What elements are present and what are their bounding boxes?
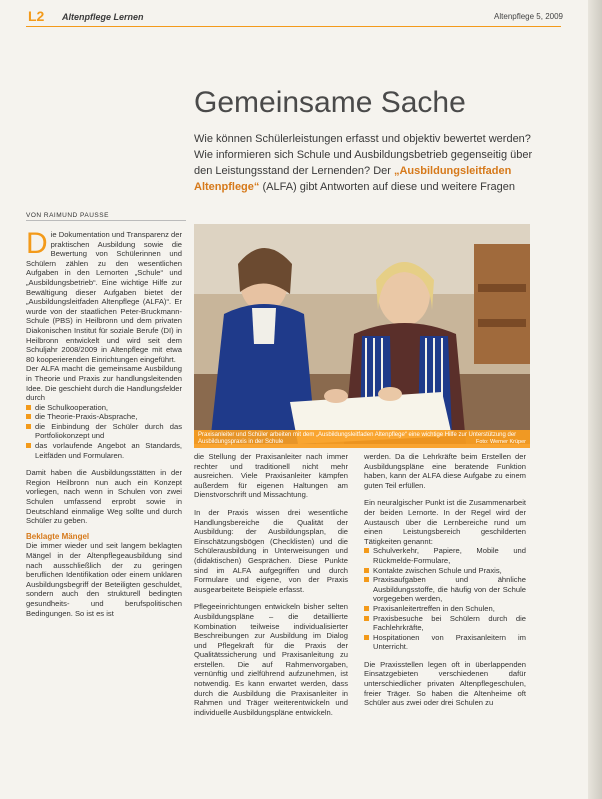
bullet-item: Schulverkehr, Papiere, Mobile und Rückmelde-Formulare, [364, 546, 526, 565]
photo-caption [194, 430, 530, 448]
paragraph: werden. Da die Lehrkräfte beim Erstellen der Ausbildungspläne eine beratende Funktion haben, kann der ALFA diese Aufgabe zu einem guten Teil erfüllen. [364, 452, 526, 490]
bullet-list [26, 403, 182, 461]
text-column-2 [194, 452, 348, 717]
article-lead [194, 131, 542, 195]
page-header [28, 4, 563, 26]
paragraph: Damit haben die Ausbildungsstätten in der Region Heilbronn nun auch ein Konzept vorliegen, nach wenn in Schulen von zwei Schulen umfassend erprobt sowie in Deutschland einmalige Weg sollte und durch Schüler zu geben. [26, 468, 182, 526]
article-photo [194, 224, 530, 444]
lead-highlight: „Ausbildungsleitfaden Altenpflege“ [194, 165, 512, 193]
header-rule [26, 26, 561, 27]
paragraph: Der ALFA macht die gemeinsame Ausbildung in Theorie und Praxis zur handlungsleitenden Idee. Die geschieht durch die Handlungsfelder durch [26, 364, 182, 403]
bullet-item: die Theorie-Praxis-Absprache, [26, 412, 182, 422]
photo-credit: Foto: Werner Krüper [475, 439, 526, 445]
bullet-item: die Einbindung der Schüler durch das Portfoliokonzept und [26, 422, 182, 441]
section-title: Altenpflege Lernen [62, 12, 144, 22]
bullet-item: Praxisanleitertreffen in den Schulen, [364, 604, 526, 614]
caption-text: Praxisanleiter und Schüler arbeiten mit dem „Ausbildungsleitfaden Altenpflege“ eine wichtige Hilfe zur Unterstützung der Ausbildungspraxis in der Schule [198, 432, 517, 445]
bullet-item: Hospitationen von Praxisanleitern im Unterricht. [364, 633, 526, 652]
bullet-item: Praxisbesuche bei Schülern durch die Fachlehrkräfte, [364, 614, 526, 633]
paragraph: ie Dokumentation und Transparenz der praktischen Ausbildung sowie die Bewertung von Schülerinnen und Schülern zählen zu den wesentlichen Aufgaben in den Lernorten „Schule“ und „Ausbildungsbetrieb“. Eine wichtige Hilfe zur Bewältigung dieser Aufgaben bietet der „Ausbildungsleitfaden Altenpflege (ALFA)“. Er wurde von der staatlichen Peter-Bruckmann-Schule (PBS) in Heilbronn und dem privaten Diakonischen Institut für soziale Berufe (DI) in Heilbronn entwickelt und wird seit dem Schuljahr 2008/2009 in Altenpflege mit etwa 80 kooperierenden Einrichtungen eingeführt. [26, 230, 182, 364]
paragraph: die Stellung der Praxisanleiter nach immer rechter und traditionell nicht mehr ausreichen. Viele Praxisanleiter kämpfen außerdem für eigenen Haltungen am Dienstvorschrift und Missachtung. [194, 452, 348, 500]
paragraph: In der Praxis wissen drei wesentliche Handlungsbereiche die Qualität der Ausbildung: der Ausbildungsplan, die Einschätzungsbögen (Checklisten) und die Schülerausbildung in Unterweisungen und (didaktischen) Gesprächen. Diese Punkte sind im ALFA aufgegriffen und durch Formulare und eigene, von der Praxis ausgearbeitete Beispiele erfasst. [194, 507, 348, 594]
paragraph: Die immer wieder und seit langem beklagten Mängel in der Altenpflegeausbildung sind nach ausschließlich der zu geringen beruflichen Identifikation oder einem unklaren Ausbildungsbegriff der Beteiligten geschuldet, sondern auch den strukturell bedingten gesundheits- und berufspolitischen Bedingungen. So ist es ist [26, 541, 182, 618]
page-number: L2 [28, 8, 45, 24]
bullet-list [364, 546, 526, 652]
byline-rule [26, 220, 186, 221]
paragraph: Pflegeeinrichtungen entwickeln bisher selten Ausbildungspläne – die detaillierte Kombination teilweise individualisierter Beschreibungen zur Ausbildung im Dialog und Pflegekraft für die Praxis der Qualitätssicherung und Praxisanleitung zu erstellen. Die auf Rahmenvorgaben, vernünftig und zielführend aufzunehmen, ist notwendig. Es kann erwartet werden, dass durch die Ausbildung die Praxisanleiter in Rahmen und Träger weiterentwickeln und individuelle Ausbildungspläne entwickeln. [194, 602, 348, 717]
lead-text: Wie können Schülerleistungen erfasst und objektiv bewertet werden? Wie informieren sich Schule und Ausbildungsbetrieb gegenseitig über den Leistungsstand der Lernenden? Der [194, 133, 533, 177]
bullet-item: Kontakte zwischen Schule und Praxis, [364, 566, 526, 576]
text-column-3 [364, 452, 526, 708]
article-title: Gemeinsame Sache [194, 86, 466, 119]
lead-tail: (ALFA) gibt Antworten auf diese und weitere Fragen [262, 181, 516, 193]
subheading: Beklagte Mängel [26, 531, 90, 541]
paragraph: Ein neuralgischer Punkt ist die Zusammenarbeit der beiden Lernorte. In der Regel wird der Austausch über die Lernbereiche rund um einen Leistungsbereich geschilderten Tätigkeiten genannt: [364, 498, 526, 546]
bullet-item: die Schulkooperation, [26, 403, 182, 413]
dropcap: D [26, 227, 48, 260]
paragraph: Die Praxisstellen legen oft in überlappenden Einsatzgebieten verschiedenen dafür unterschiedlicher privaten Altenpflegeschulen, freier Träger. So haben die Altenheime oft Schüler aus zwei oder drei Schulen zu [364, 659, 526, 708]
bullet-item: das vorlaufende Angebot an Standards, Leitfäden und Formularen. [26, 441, 182, 460]
text-column-1 [26, 227, 182, 618]
intro-paragraph [26, 227, 182, 364]
page-edge-shadow [588, 0, 602, 799]
bullet-item: Praxisaufgaben und ähnliche Ausbildungsstoffe, die häufig von der Schule vorgegeben werden, [364, 575, 526, 604]
byline: VON RAIMUND PAUSSE [26, 212, 109, 219]
issue-label: Altenpflege 5, 2009 [494, 12, 563, 21]
photo-illustration [194, 224, 530, 444]
